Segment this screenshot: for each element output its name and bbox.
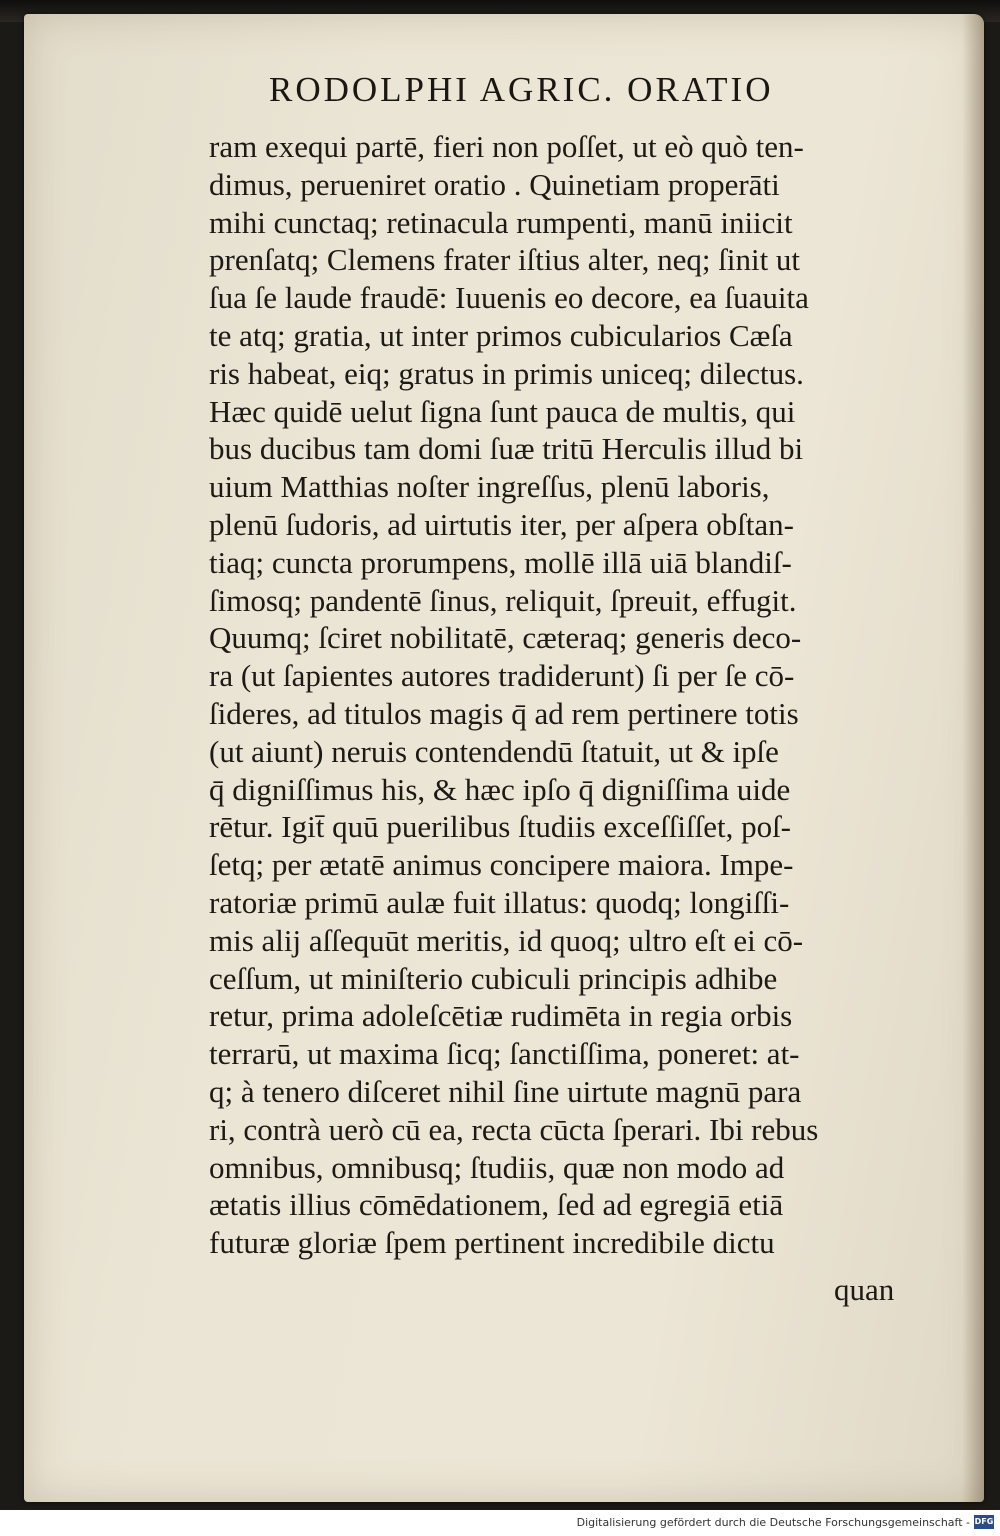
text-line: ætatis illius cōmēdationem, ſed ad egregiā etiā xyxy=(209,1187,784,1223)
page-binding-edge xyxy=(962,14,984,1502)
text-line: ram exequi partē, fieri non poſſet, ut eò quò ten- xyxy=(209,129,804,164)
text-line: mihi cunctaq; retinacula rumpenti, manū iniicit xyxy=(209,204,793,240)
text-line: ſideres, ad titulos magis q̄ ad rem pertinere totis xyxy=(209,695,799,731)
book-page xyxy=(24,14,984,1502)
text-line: te atq; gratia, ut inter primos cubicularios Cæſa xyxy=(209,317,793,353)
text-line: (ut aiunt) neruis contendendū ſtatuit, ut & ipſe xyxy=(209,733,779,769)
text-line: terrarū, ut maxima ſicq; ſanctiſſima, poneret: at- xyxy=(209,1036,800,1072)
text-line: ri, contrà uerò cū ea, recta cūcta ſperari. Ibi rebus xyxy=(209,1111,819,1147)
text-line: Hæc quidē uelut ſigna ſunt pauca de multis, qui xyxy=(209,393,796,429)
text-line: Quumq; ſciret nobilitatē, cæteraq; generis deco- xyxy=(209,620,802,656)
text-line: ſetq; per ætatē animus concipere maiora. Impe- xyxy=(209,847,794,883)
text-line: omnibus, omnibusq; ſtudiis, quæ non modo ad xyxy=(209,1149,785,1185)
body-text xyxy=(209,128,909,1262)
text-line: ratoriæ primū aulæ fuit illatus: quodq; longiſſi- xyxy=(209,884,790,920)
funding-credit: Digitalisierung gefördert durch die Deutsche Forschungsgemeinschaft - xyxy=(576,1516,970,1529)
text-line: ſimosq; pandentē ſinus, reliquit, ſpreuit, effugit. xyxy=(209,582,797,618)
text-line: q; à tenero diſceret nihil ſine uirtute magnū para xyxy=(209,1073,802,1109)
dfg-logo-icon: DFG xyxy=(974,1515,994,1529)
text-line: mis alij aſſequūt meritis, id quoq; ultro eſt ei cō- xyxy=(209,922,804,958)
catchword: quan xyxy=(834,1272,895,1307)
text-line: futuræ gloriæ ſpem pertinent incredibile dictu xyxy=(209,1225,775,1261)
text-line: ceſſum, ut miniſterio cubiculi principis adhibe xyxy=(209,960,778,996)
text-line: rētur. Igit̄ quū puerilibus ſtudiis exceſſiſſet, poſ- xyxy=(209,809,792,845)
text-line: prenſatq; Clemens frater iſtius alter, neq; ſinit ut xyxy=(209,242,801,278)
text-line: dimus, perueniret oratio . Quinetiam properāti xyxy=(209,166,780,202)
text-line: uium Matthias noſter ingreſſus, plenū laboris, xyxy=(209,469,770,505)
text-line: ris habeat, eiq; gratus in primis uniceq; dilectus. xyxy=(209,355,804,391)
text-line: plenū ſudoris, ad uirtutis iter, per aſpera obſtan- xyxy=(209,506,795,542)
text-line: q̄ digniſſimus his, & hæc ipſo q̄ digniſſima uide xyxy=(209,771,791,807)
footer-bar xyxy=(0,1510,1000,1536)
text-line: bus ducibus tam domi ſuæ tritū Herculis illud bi xyxy=(209,431,804,467)
running-head: RODOLPHI AGRIC. ORATIO xyxy=(269,70,774,109)
text-line: retur, prima adoleſcētiæ rudimēta in regia orbis xyxy=(209,998,793,1034)
text-line: tiaq; cuncta prorumpens, mollē illā uiā blandiſ- xyxy=(209,544,792,580)
text-line: ſua ſe laude fraudē: Iuuenis eo decore, ea ſuauita xyxy=(209,280,809,316)
text-line: ra (ut ſapientes autores tradiderunt) ſi per ſe cō- xyxy=(209,658,795,694)
